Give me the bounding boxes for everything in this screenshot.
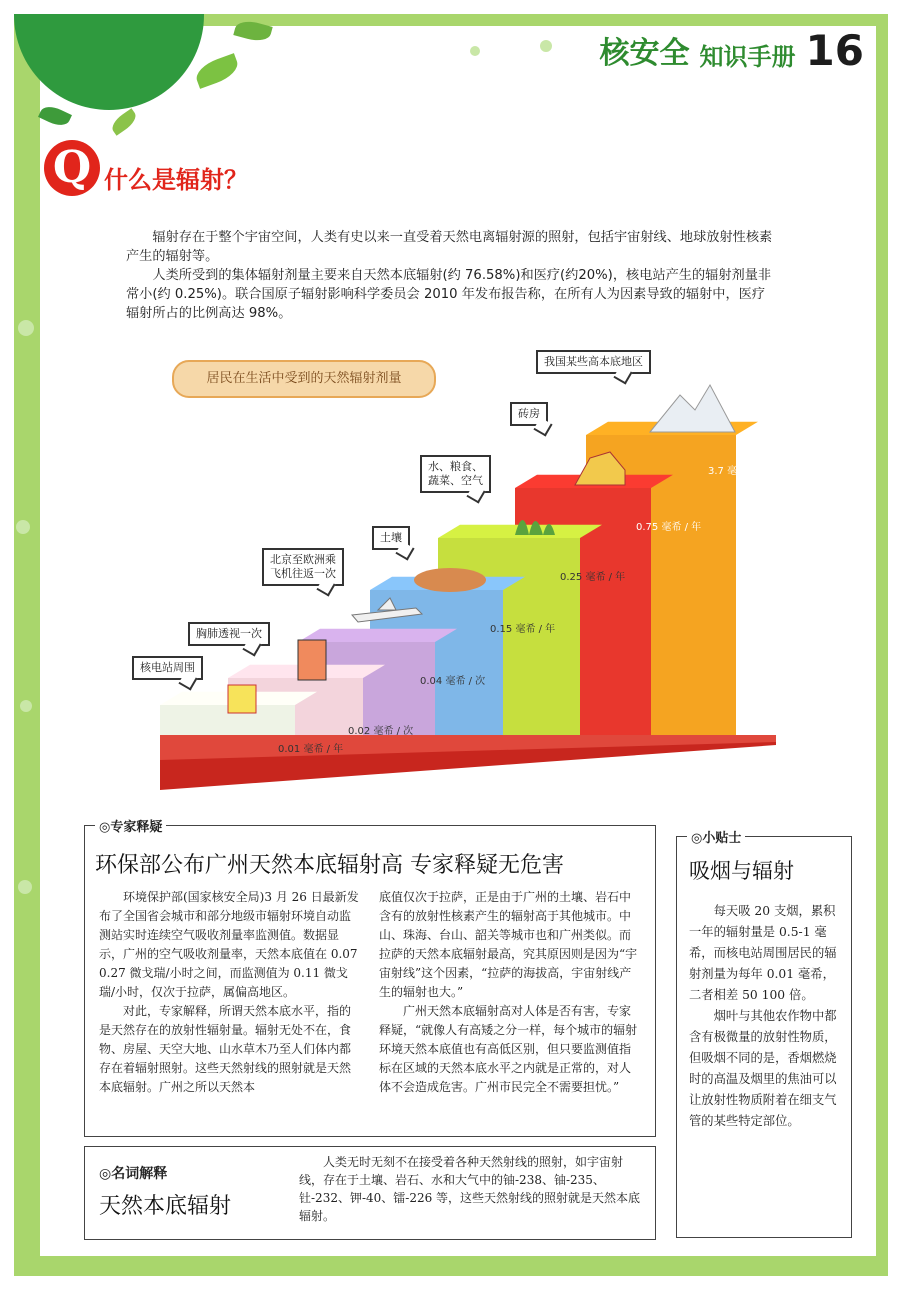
nuclear-plant-icon	[228, 685, 256, 713]
category-callout	[188, 622, 270, 646]
value-label: 0.04 毫希 / 次	[420, 676, 486, 687]
decor-dot	[16, 520, 30, 534]
expert-paragraph: 对此，专家解释，所谓天然本底水平，指的是天然存在的放射性辐射量。辐射无处不在，食物、房屋、天空大地、山水草木乃至人们体内都存在着辐射照射。这些天然射线的照射就是天然本底辐射。广州之所以天然本	[99, 1004, 352, 1094]
category-callout	[262, 548, 344, 586]
intro-text	[126, 228, 776, 323]
decor-dot	[470, 46, 480, 56]
tips-tag: ◎小贴士	[687, 827, 745, 846]
tips-headline: 吸烟与辐射	[689, 859, 794, 883]
decor-dot	[540, 40, 552, 52]
category-label: 北京至欧洲乘	[270, 553, 336, 566]
tips-body	[689, 901, 841, 1132]
value-label: 0.25 毫希 / 年	[560, 572, 626, 583]
category-label: 飞机往返一次	[270, 567, 336, 580]
value-label: 3.7 毫希 / 年	[708, 466, 767, 477]
value-label: 0.02 毫希 / 次	[348, 726, 414, 737]
expert-paragraph: 环境保护部(国家核安全局)3 月 26 日最新发布了全国省会城市和部分地级市辐射环境自动监测站实时连续空气吸收剂量率监测值。数据显示，广州的空气吸收剂量率，天然本底值在 0.07 0.27 微戈瑞/小时之间，而监测值为 0.11 微戈瑞/小时，仅次于拉萨，属偏高地区。	[99, 890, 359, 999]
value-label: 0.75 毫希 / 年	[636, 522, 702, 533]
tips-section	[676, 831, 852, 1238]
page-number: 16	[805, 26, 864, 75]
category-label: 核电站周围	[140, 661, 195, 674]
radiation-staircase-chart	[120, 340, 800, 795]
mountain-icon	[650, 385, 735, 432]
category-callout	[510, 402, 548, 426]
question-title: 什么是辐射？	[104, 166, 248, 194]
term-tag: ◎名词解释	[99, 1166, 168, 1182]
expert-paragraph: 底值仅次于拉萨，正是由于广州的土壤、岩石中含有的放射性核素产生的辐射高于其他城市。中山、珠海、台山、韶关等城市也和广州类似。而拉萨的天然本底辐射最高，究其原因则是因为“宇宙射线”这个因素，“拉萨的海拔高，宇宙射线产生的辐射也大。”	[379, 890, 638, 999]
question-icon: Q	[44, 140, 100, 196]
expert-tag: ◎专家释疑	[95, 816, 166, 835]
category-label: 蔬菜、空气	[428, 474, 483, 487]
term-paragraph: 人类无时无刻不在接受着各种天然射线的照射，如宇宙射线，存在于土壤、岩石、水和大气中的铀-238、铀-235、钍-232、钾-40、镭-226 等，这些天然射线的照射就是天然本底辐射。	[299, 1155, 641, 1223]
category-callout	[372, 526, 410, 550]
category-label: 胸肺透视一次	[196, 627, 262, 640]
category-callout	[132, 656, 203, 680]
decor-dot	[20, 700, 32, 712]
term-body	[299, 1153, 645, 1225]
tips-paragraph: 烟叶与其他农作物中都含有极微量的放射性物质，但吸烟不同的是，香烟燃烧时的高温及烟里的焦油可以让放射性物质附着在细支气管的某些特定部位。	[689, 1009, 837, 1128]
expert-section	[84, 820, 656, 1137]
intro-paragraph: 辐射存在于整个宇宙空间，人类有史以来一直受着天然电离辐射源的照射，包括宇宙射线、地球放射性核素产生的辐射等。	[126, 230, 773, 264]
expert-column-1	[99, 888, 361, 1097]
header-title-sub: 知识手册	[699, 43, 796, 71]
decor-dot	[18, 880, 32, 894]
decor-dot	[18, 320, 34, 336]
expert-paragraph: 广州天然本底辐射高对人体是否有害，专家释疑，“就像人有高矮之分一样，每个城市的辐射环境天然本底值也有高低区别，但只要监测值指标在区域的天然本底水平之内就是正常的，对人体不会造成危害。广州市民完全不需要担忧。”	[379, 1004, 638, 1094]
category-callout	[536, 350, 651, 374]
value-label: 0.15 毫希 / 年	[490, 624, 556, 635]
soil-icon	[414, 568, 486, 592]
intro-paragraph: 人类所受到的集体辐射剂量主要来自天然本底辐射(约 76.58%)和医疗(约20%)，核电站产生的辐射剂量非常小(约 0.25%)。联合国原子辐射影响科学委员会 2010 年发布报告称，在所有人为因素导致的辐射中，医疗辐射所占的比例高达 98%。	[126, 268, 772, 321]
category-label: 我国某些高本底地区	[544, 355, 643, 368]
category-label: 土壤	[380, 531, 402, 544]
category-label: 水、粮食、	[428, 460, 483, 473]
term-section	[84, 1146, 656, 1240]
person-xray-icon	[298, 640, 326, 680]
header-title-main: 核安全	[599, 36, 690, 71]
chart-title: 居民在生活中受到的天然辐射剂量	[172, 360, 436, 398]
tips-paragraph: 每天吸 20 支烟，累积一年的辐射量是 0.5-1 毫希，而核电站周围居民的辐射剂量为每年 0.01 毫希，二者相差 50 100 倍。	[689, 904, 837, 1002]
expert-columns	[99, 888, 641, 1097]
page-header	[599, 26, 864, 75]
expert-headline: 环保部公布广州天然本底辐射高 专家释疑无危害	[95, 853, 564, 878]
expert-column-2	[379, 888, 641, 1097]
value-label: 0.01 毫希 / 年	[278, 744, 344, 755]
term-headline: 天然本底辐射	[99, 1194, 232, 1219]
category-label: 砖房	[518, 407, 540, 420]
category-callout	[420, 455, 491, 493]
